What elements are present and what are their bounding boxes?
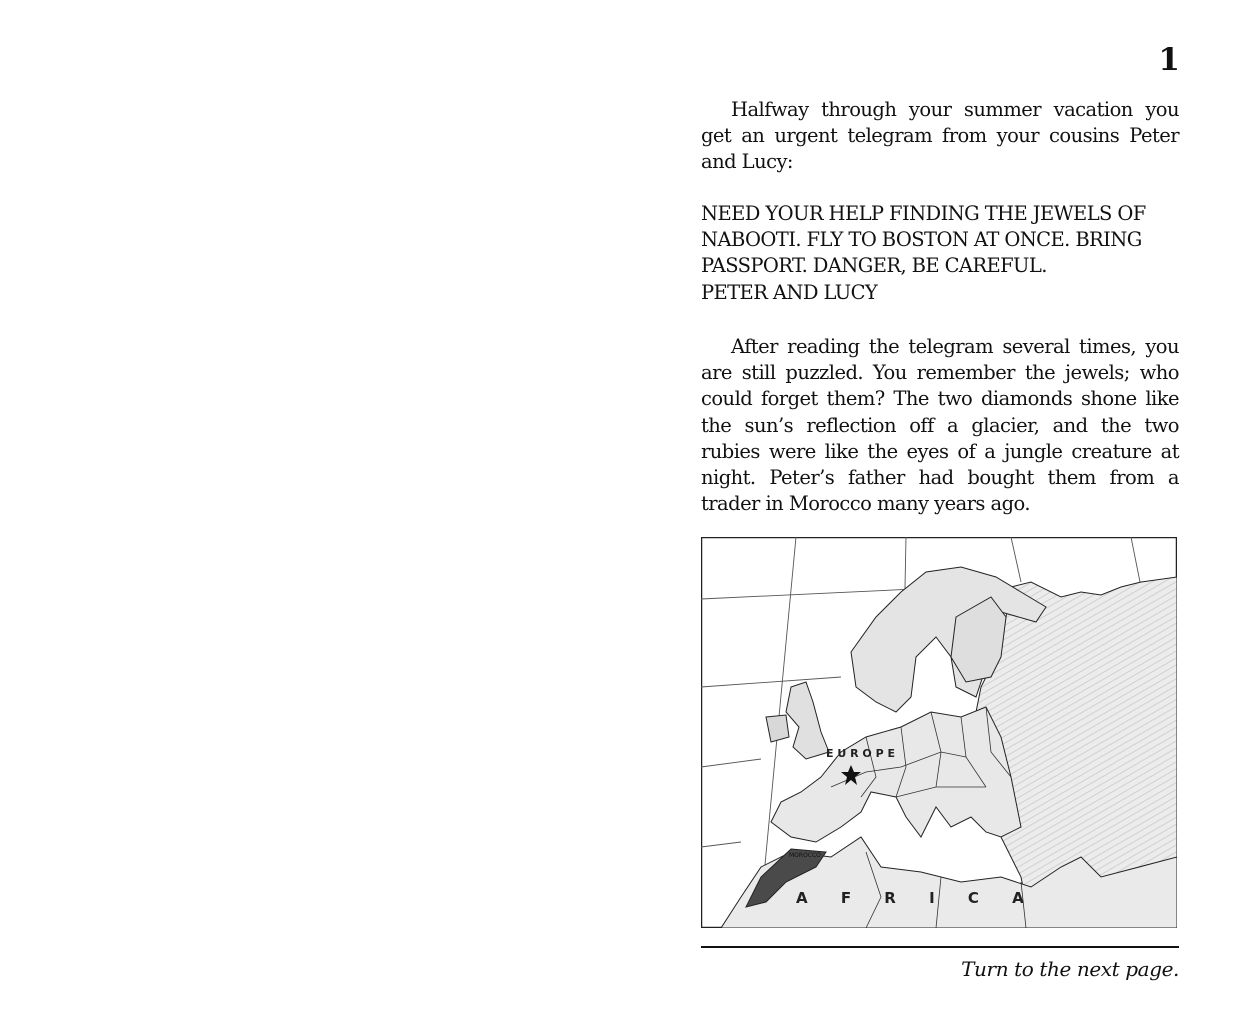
footer-divider <box>701 946 1179 948</box>
page-number: 1 <box>1158 42 1180 78</box>
europe-map-illustration <box>701 537 1177 928</box>
telegram-line: PETER AND LUCY <box>701 280 878 304</box>
telegram-line: NABOOTI. FLY TO BOSTON AT ONCE. BRING <box>701 228 1142 252</box>
turn-page-prompt: Turn to the next page. <box>961 957 1179 981</box>
telegram-line: NEED YOUR HELP FINDING THE JEWELS OF <box>701 202 1146 225</box>
telegram-text <box>701 201 1146 306</box>
telegram-line: PASSPORT. DANGER, BE CAREFUL. <box>701 254 1047 278</box>
story-paragraph: After reading the telegram several times, you are still puzzled. You remember the jewels; who could forget them? The two diamonds shone like the sun’s reflection off a glacier, and the two rubies were like the eyes of a jungle creature at night. Peter’s father had bought them from a trader in Morocco many years ago. <box>701 335 1179 516</box>
map-label-europe: E U R O P E <box>826 747 895 760</box>
map-label-africa: A F R I C A <box>796 889 1038 907</box>
map-label-morocco: MOROCCO <box>789 852 821 859</box>
intro-paragraph: Halfway through your summer vacation you get an urgent telegram from your cousins Peter and Lucy: <box>701 98 1179 174</box>
